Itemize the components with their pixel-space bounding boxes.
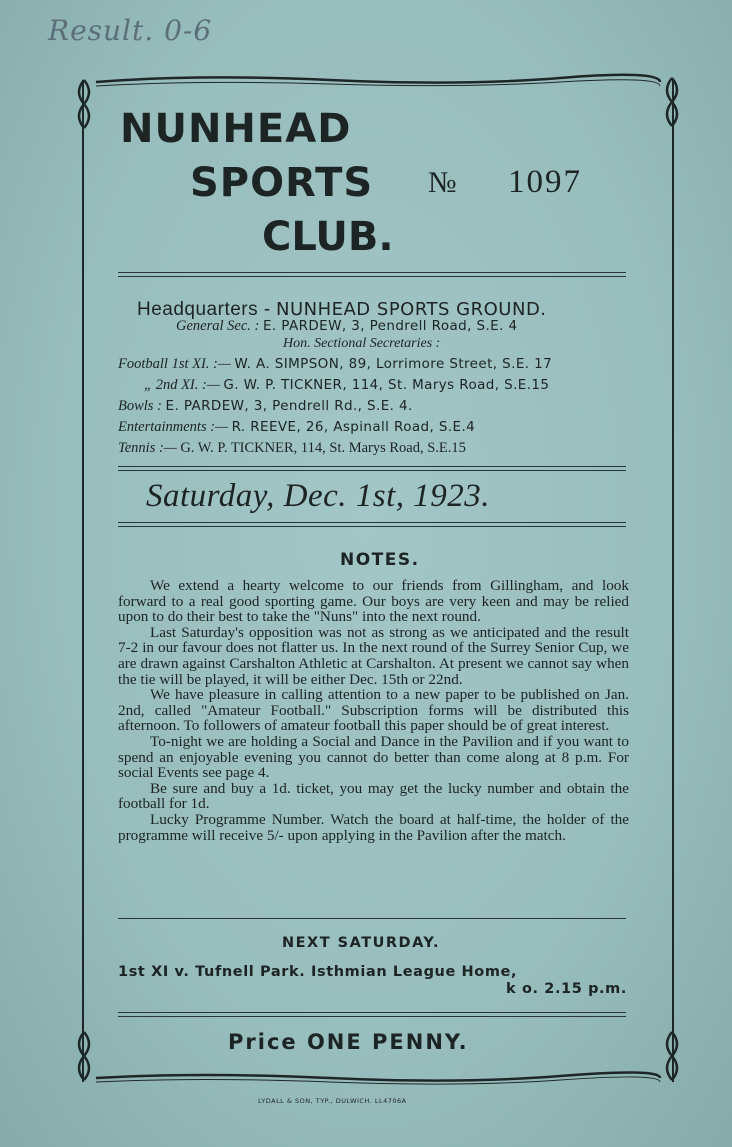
secretary-label: Tennis :— (118, 440, 177, 456)
notes-paragraph: We extend a hearty welcome to our friends from Gillingham, and look forward to a real good sporting game. Our boys are very keen and may be relied upon to do their best to take the "Nuns" into the next round. (118, 577, 629, 626)
secretary-row (118, 356, 552, 373)
masthead-line-1: NUNHEAD (120, 106, 352, 152)
printer-imprint: LYDALL & SON, TYP., DULWICH. LL4706A (258, 1097, 407, 1105)
masthead-line-2: SPORTS (190, 160, 374, 206)
next-fixture: 1st XI v. Tufnell Park. Isthmian League Home, (118, 964, 518, 980)
notes-paragraph: Be sure and buy a 1d. ticket, you may get the lucky number and obtain the football for 1d. (118, 779, 629, 813)
divider (118, 522, 626, 527)
secretary-row (118, 419, 475, 436)
divider (118, 918, 626, 919)
notes-paragraph: We have pleasure in calling attention to a new paper to be published on Jan. 2nd, called "Amateur Football." Subscription forms will be distributed this afternoon. To followers of amateur football this paper should be of great interest. (118, 686, 629, 735)
general-secretary-line (176, 318, 517, 335)
price-line: Price ONE PENNY. (228, 1030, 469, 1054)
secretary-value: E. PARDEW, 3, Pendrell Rd., S.E. 4. (165, 398, 413, 414)
handwritten-result-note: Result. 0-6 (48, 14, 213, 47)
notes-paragraph: To-night we are holding a Social and Dance in the Pavilion and if you want to spend an enjoyable evening you cannot do better than come along at 8 p.m. For social Events see page 4. (118, 732, 629, 782)
notes-paragraph: Last Saturday's opposition was not as strong as we anticipated and the result 7-2 in our favour does not flatter us. In the next round of the Surrey Senior Cup, we are drawn against Carshalton Athletic at Carshalton. At present we cannot say when the tie will be played, it will be either Dec. 15th or 22nd. (118, 623, 629, 688)
secretary-label: „ 2nd XI. :— (144, 377, 220, 393)
headquarters-label: Headquarters - (137, 299, 271, 320)
kickoff-time: k o. 2.15 p.m. (506, 981, 627, 997)
secretary-row (118, 398, 413, 415)
secretary-value: G. W. P. TICKNER, 114, St. Marys Road, S.E.15 (223, 377, 550, 393)
notes-paragraph: Lucky Programme Number. Watch the board at half-time, the holder of the programme will receive 5/- upon applying in the Pavilion after the match. (118, 810, 629, 844)
secretary-value: R. REEVE, 26, Aspinall Road, S.E.4 (231, 419, 476, 435)
general-secretary-value: E. PARDEW, 3, Pendrell Road, S.E. 4 (262, 318, 518, 334)
divider (118, 272, 626, 277)
headquarters-value: NUNHEAD SPORTS GROUND. (275, 299, 547, 320)
notes-heading: NOTES. (340, 550, 420, 570)
divider (118, 466, 626, 471)
secretary-value: W. A. SIMPSON, 89, Lorrimore Street, S.E. 17 (234, 356, 553, 372)
masthead-line-3: CLUB. (262, 214, 394, 260)
programme-number: 1097 (508, 164, 582, 200)
next-saturday-heading: NEXT SATURDAY. (282, 935, 441, 951)
secretary-row (144, 377, 549, 394)
secretary-row (118, 440, 466, 457)
secretary-value: G. W. P. TICKNER, 114, St. Marys Road, S.E.15 (180, 440, 466, 456)
secretary-label: Football 1st XI. :— (118, 356, 231, 372)
secretary-label: Bowls : (118, 398, 162, 414)
divider (118, 1012, 626, 1017)
hon-secretaries-heading: Hon. Sectional Secretaries : (283, 336, 441, 351)
general-secretary-label: General Sec. : (176, 318, 260, 334)
secretary-label: Entertainments :— (118, 419, 228, 435)
programme-number-label: № (428, 166, 457, 199)
notes-body (118, 578, 629, 843)
match-date: Saturday, Dec. 1st, 1923. (146, 478, 490, 514)
